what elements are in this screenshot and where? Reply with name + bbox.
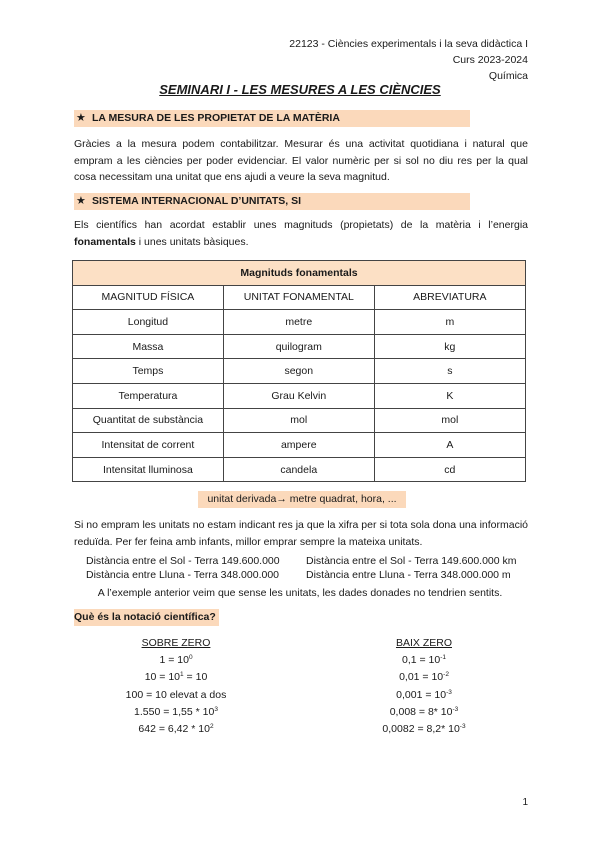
course-code-line: 22123 - Ciències experimentals i la seva didàctica I (289, 38, 528, 50)
table-cell: Temperatura (73, 383, 224, 408)
table-cell: s (374, 359, 525, 384)
paragraph-measurement: Gràcies a la mesura podem contabilitzar. Mesurar és una activitat quotidiana i natural que empram a les ciències per poder evidenciar. El valor numèric per si sol no diu res per la qual cosa necessitam una unitat que ens ajudi a veure la seva magnitud. (74, 138, 528, 183)
table-cell: Longitud (73, 310, 224, 335)
star-icon: ★ (76, 112, 86, 124)
above-zero-column (86, 635, 266, 738)
section-heading-si (74, 193, 470, 210)
note-units: A l’exemple anterior veim que sense les unitats, les dades donades no tendrien sentits. (97, 587, 503, 599)
table-cell: Temps (73, 359, 224, 384)
table-cell: cd (374, 457, 525, 482)
table-cell: Massa (73, 334, 224, 359)
table-header-row (73, 285, 526, 310)
column-header: ABREVIATURA (374, 285, 525, 310)
table-cell: Grau Kelvin (223, 383, 374, 408)
table-cell: Quantitat de substància (73, 408, 224, 433)
page-title: SEMINARI I - LES MESURES A LES CIÈNCIES (159, 82, 441, 97)
notation-line: 0,008 = 8* $10^{-3}$ (389, 705, 459, 718)
notation-line: $0,01 = 10^{-2}$ (399, 671, 449, 684)
table-cell: ampere (223, 433, 374, 458)
table-cell: quilogram (223, 334, 374, 359)
paragraph-text: i unes unitats bàsiques. (138, 235, 249, 248)
section-heading-text: LA MESURA DE LES PROPIETAT DE LA MATÈRIA (92, 112, 340, 124)
table-row (73, 334, 526, 359)
table-row (73, 359, 526, 384)
below-zero-column (334, 635, 514, 738)
table-row (73, 457, 526, 482)
star-icon: ★ (76, 195, 86, 207)
paragraph-units: Si no empram les unitats no estam indicant res ja que la xifra per si tota sola dona una informació reduïda. Per fer feina amb infants, millor emprar sempre la mateixa unitats. (74, 519, 528, 548)
subject-line: Química (488, 70, 528, 82)
table-row (73, 408, 526, 433)
table-caption: Magnituds fonamentals (73, 261, 526, 286)
derived-unit-note: unitat derivada→ metre quadrat, hora, ... (198, 491, 406, 508)
notation-line: $0,1 = 10^{-1}$ (401, 654, 447, 667)
notation-line: $1 = 10^0$ (159, 654, 193, 667)
notation-line: 100 = 10 elevat a dos (125, 688, 227, 701)
paragraph-text: Els científics han acordat establir unes magnituds (propietats) de la matèria i l’energia (74, 219, 528, 231)
table-cell: Intensitat de corrent (73, 433, 224, 458)
course-year-line: Curs 2023-2024 (452, 54, 528, 66)
table-cell: Intensitat lluminosa (73, 457, 224, 482)
table-cell: metre (223, 310, 374, 335)
table-cell: segon (223, 359, 374, 384)
scientific-notation-heading: Què és la notació científica? (74, 609, 219, 626)
page-number: 1 (522, 797, 528, 808)
bold-term: fonamentals (74, 235, 136, 248)
column-heading: BAIX ZERO (395, 637, 452, 649)
comparison-right-2: Distància entre Lluna - Terra 348.000.000 m (306, 569, 511, 581)
table-cell: mol (223, 408, 374, 433)
section-heading-measurement (74, 110, 470, 127)
notation-line: $1.550 = 1,55 * 10^3$ (134, 705, 218, 718)
column-heading: SOBRE ZERO (141, 637, 211, 649)
table-cell: candela (223, 457, 374, 482)
table-cell: K (374, 383, 525, 408)
column-header: MAGNITUD FÍSICA (73, 285, 224, 310)
fundamental-magnitudes-table (72, 260, 526, 482)
comparison-left-2: Distància entre Lluna - Terra 348.000.000 (86, 569, 280, 581)
paragraph-si (74, 217, 528, 250)
table-cell: kg (374, 334, 525, 359)
table-row (73, 433, 526, 458)
table-cell: A (374, 433, 525, 458)
section-heading-text: SISTEMA INTERNACIONAL D’UNITATS, SI (92, 195, 302, 207)
notation-line: $642 = 6,42 * 10^2$ (138, 723, 214, 736)
column-header: UNITAT FONAMENTAL (223, 285, 374, 310)
comparison-left-1: Distància entre el Sol - Terra 149.600.000 (86, 555, 280, 567)
notation-line: $10 = 10^1 = 10$ (144, 671, 208, 684)
table-cell: mol (374, 408, 525, 433)
notation-line: $0,001 = 10^{-3}$ (396, 688, 452, 701)
table-row (73, 310, 526, 335)
table-cell: m (374, 310, 525, 335)
notation-line: 0,0082 = 8,2* $10^{-3}$ (382, 723, 466, 736)
table-row (73, 383, 526, 408)
comparison-right-1: Distància entre el Sol - Terra 149.600.000 km (306, 555, 517, 567)
